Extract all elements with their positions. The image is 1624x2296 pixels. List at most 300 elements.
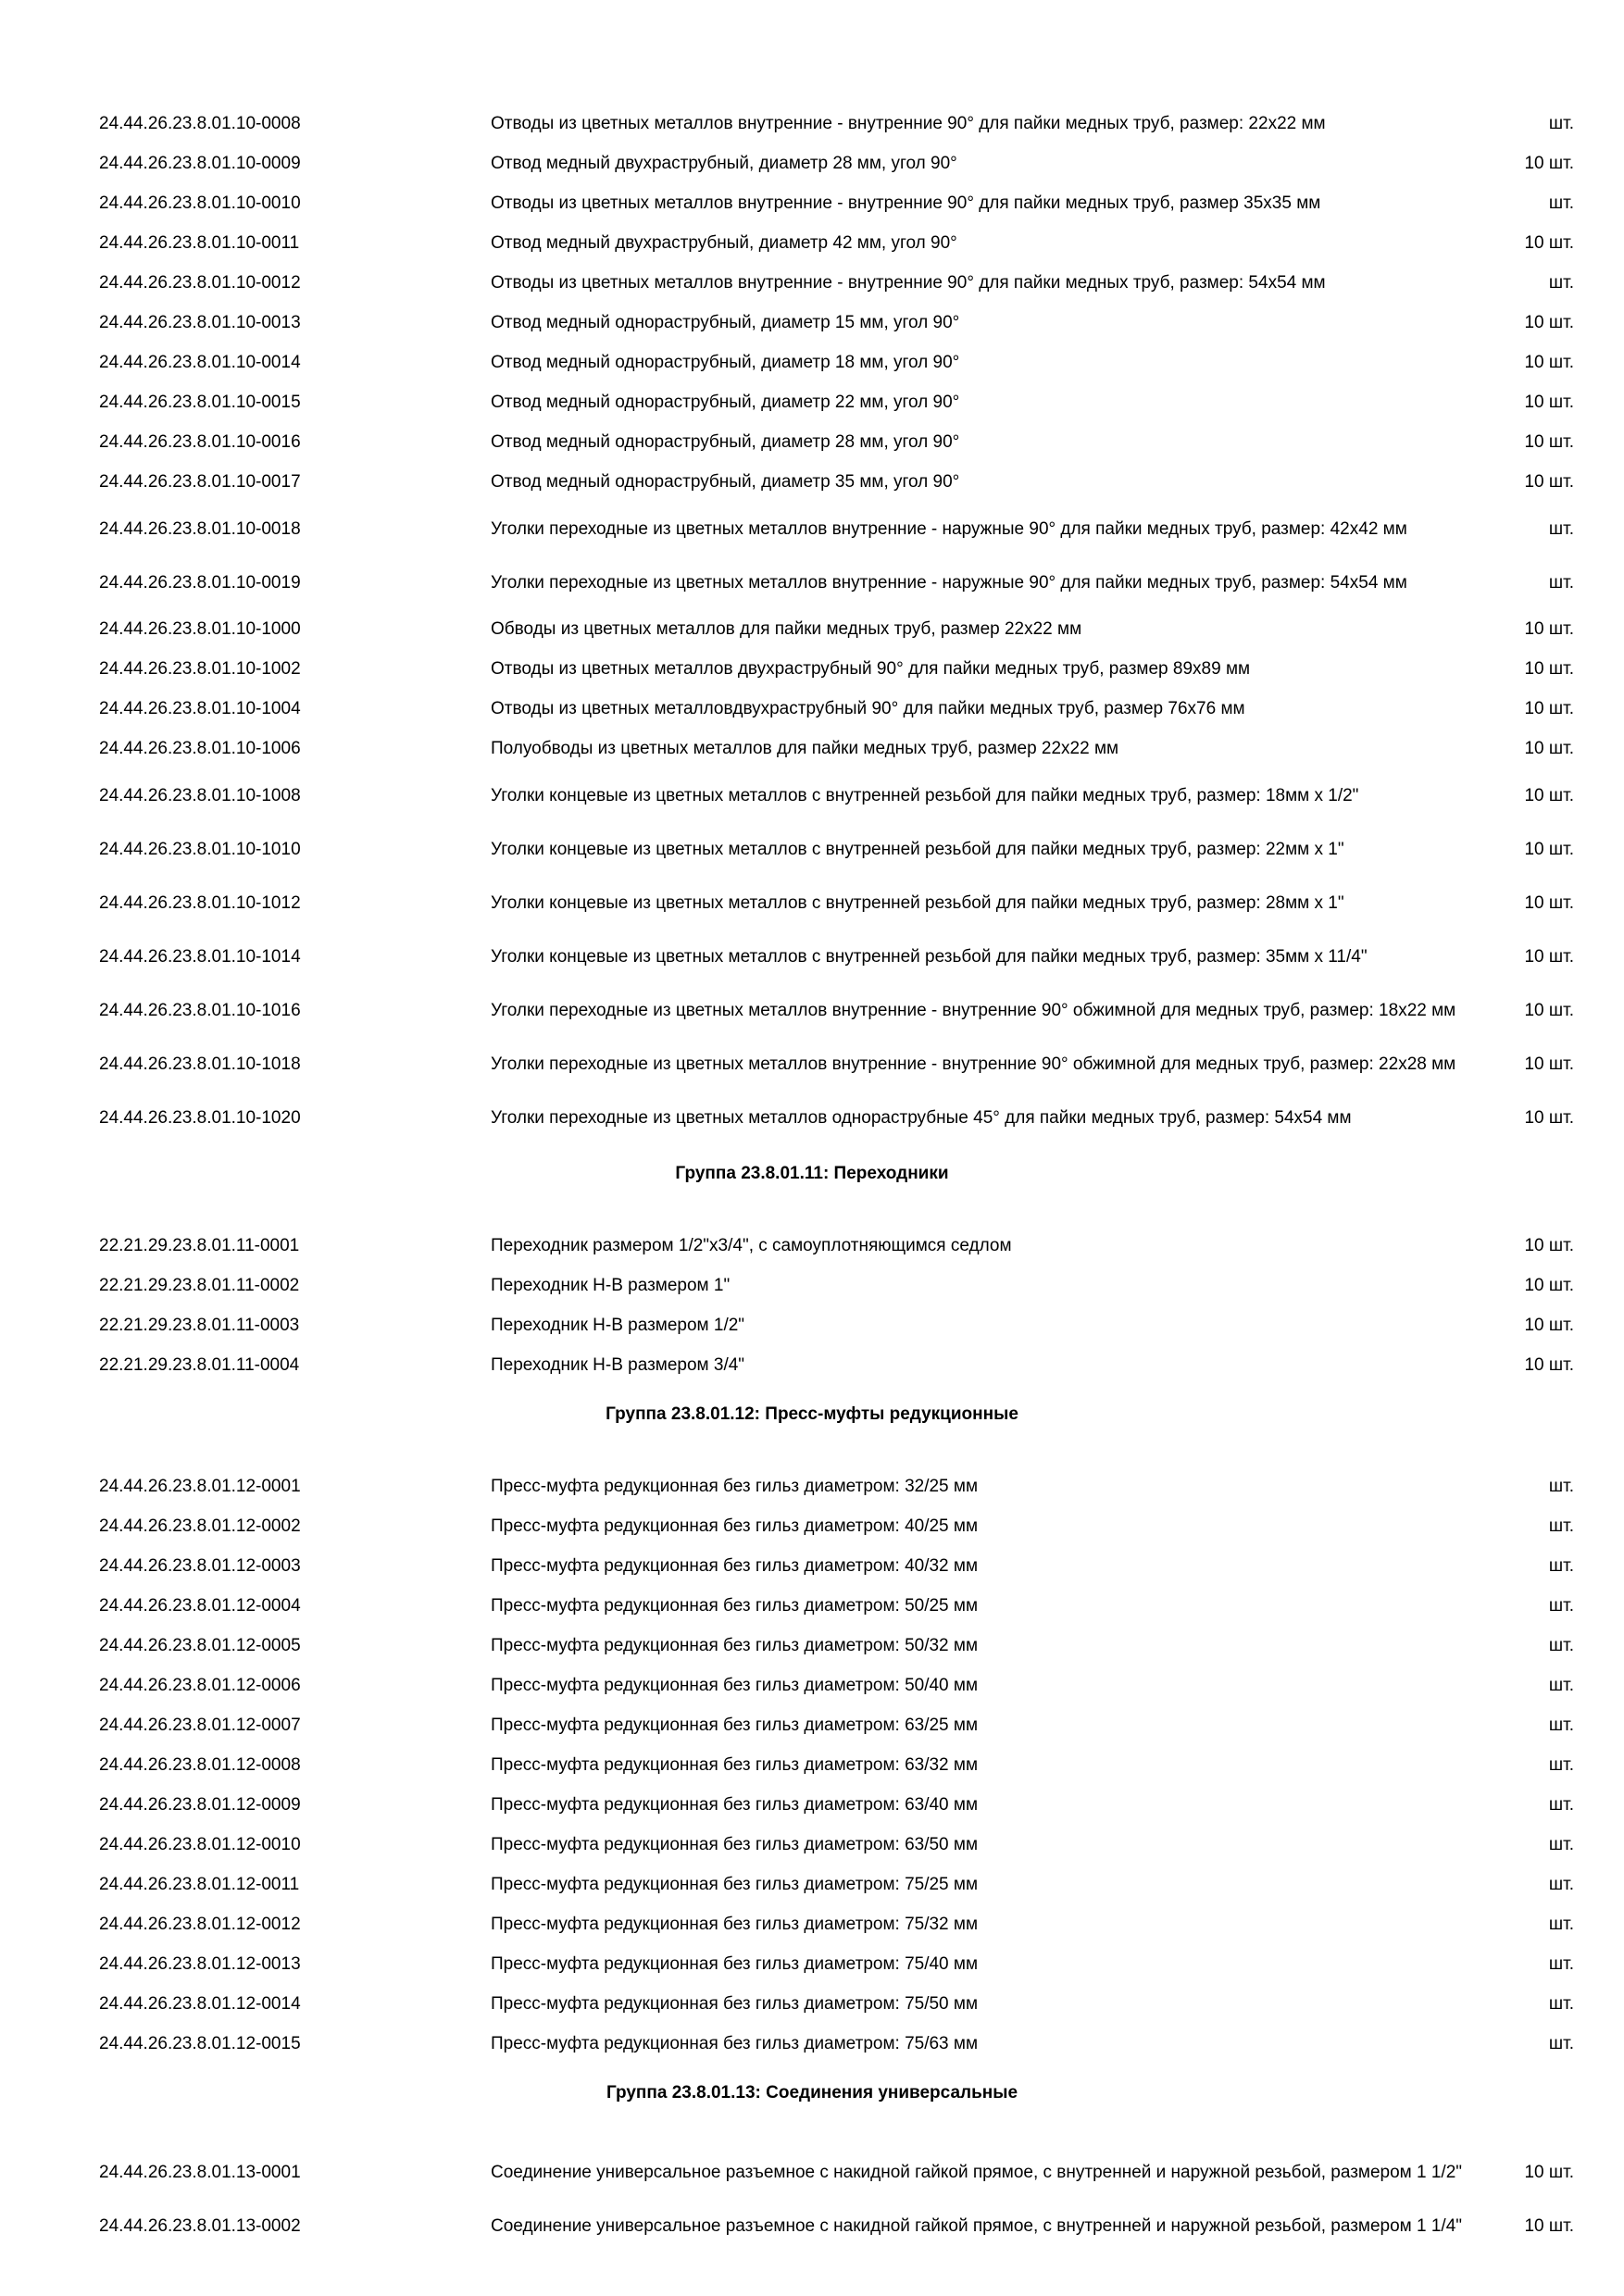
- price-list-document: [0, 104, 1624, 2252]
- item-unit: [1472, 2024, 1574, 2064]
- item-name: [491, 649, 1463, 689]
- table-row: [0, 983, 1624, 1037]
- item-name: [491, 1546, 1463, 1586]
- item-name-text: Отводы из цветных металлов внутренние - внутренние 90° для пайки медных труб, размер 35x35 мм: [491, 193, 1321, 213]
- item-unit: [1472, 462, 1574, 502]
- item-code-text: 22.21.29.23.8.01.11-0002: [99, 1276, 300, 1295]
- item-name: [491, 1865, 1463, 1904]
- item-unit: [1472, 1266, 1574, 1305]
- item-unit: [1472, 1037, 1574, 1091]
- item-name-text: Пресс-муфта редукционная без гильз диаметром: 75/25 мм: [491, 1875, 979, 1894]
- item-code: [99, 462, 469, 502]
- table-row: [0, 1745, 1624, 1785]
- item-unit-text: 10 шт.: [1524, 154, 1574, 173]
- item-code: [99, 1745, 469, 1785]
- item-name: [491, 2024, 1463, 2064]
- item-code: [99, 1984, 469, 2024]
- item-unit-text: шт.: [1548, 1636, 1574, 1655]
- item-name-text: Уголки концевые из цветных металлов с внутренней резьбой для пайки медных труб, размер: 35мм х 11/4": [491, 946, 1368, 967]
- item-code: [99, 303, 469, 343]
- item-unit-text: 10 шт.: [1524, 1276, 1574, 1295]
- item-code: [99, 502, 469, 555]
- item-code: [99, 1305, 469, 1345]
- item-code-text: 24.44.26.23.8.01.10-1016: [99, 1000, 301, 1020]
- item-code: [99, 609, 469, 649]
- item-unit-text: 10 шт.: [1524, 353, 1574, 372]
- item-unit-text: 10 шт.: [1524, 619, 1574, 639]
- item-name-text: Обводы из цветных металлов для пайки медных труб, размер 22x22 мм: [491, 619, 1082, 639]
- item-name-text: Отвод медный однораструбный, диаметр 35 мм, угол 90°: [491, 472, 960, 492]
- item-code-text: 24.44.26.23.8.01.10-0014: [99, 353, 301, 372]
- item-name: [491, 104, 1463, 144]
- item-name-text: Уголки переходные из цветных металлов внутренние - внутренние 90° обжимной для медных труб, размер: 18x22 мм: [491, 1000, 1456, 1020]
- item-code: [99, 1266, 469, 1305]
- item-name-text: Пресс-муфта редукционная без гильз диаметром: 50/25 мм: [491, 1596, 979, 1616]
- item-code: [99, 144, 469, 183]
- table-row: [0, 343, 1624, 382]
- table-row: [0, 502, 1624, 555]
- item-name: [491, 768, 1463, 822]
- item-unit-text: шт.: [1548, 2034, 1574, 2053]
- table-row: [0, 689, 1624, 729]
- item-code-text: 24.44.26.23.8.01.10-1018: [99, 1054, 301, 1074]
- item-unit-text: шт.: [1548, 193, 1574, 213]
- item-name: [491, 1904, 1463, 1944]
- item-code-text: 24.44.26.23.8.01.12-0003: [99, 1556, 301, 1576]
- item-name-text: Пресс-муфта редукционная без гильз диаметром: 40/32 мм: [491, 1556, 979, 1576]
- item-unit-text: 10 шт.: [1524, 946, 1574, 967]
- item-unit-text: 10 шт.: [1524, 1107, 1574, 1128]
- item-unit: [1472, 502, 1574, 555]
- table-row: [0, 930, 1624, 983]
- item-name: [491, 1226, 1463, 1266]
- item-unit-text: 10 шт.: [1524, 233, 1574, 253]
- item-code: [99, 1626, 469, 1666]
- item-name: [491, 422, 1463, 462]
- item-name: [491, 1266, 1463, 1305]
- item-code-text: 24.44.26.23.8.01.12-0012: [99, 1915, 301, 1934]
- item-name-text: Уголки концевые из цветных металлов с внутренней резьбой для пайки медных труб, размер: 22мм х 1": [491, 839, 1344, 859]
- item-unit: [1472, 382, 1574, 422]
- table-row: [0, 183, 1624, 223]
- item-unit: [1472, 1226, 1574, 1266]
- item-name: [491, 343, 1463, 382]
- item-unit-text: шт.: [1548, 273, 1574, 293]
- item-unit-text: 10 шт.: [1524, 1355, 1574, 1375]
- item-name-text: Пресс-муфта редукционная без гильз диаметром: 75/50 мм: [491, 1994, 979, 2014]
- item-unit-text: 10 шт.: [1524, 2215, 1574, 2236]
- table-row: [0, 1944, 1624, 1984]
- item-unit: [1472, 1506, 1574, 1546]
- item-code: [99, 983, 469, 1037]
- item-name-text: Пресс-муфта редукционная без гильз диаметром: 50/40 мм: [491, 1676, 979, 1695]
- item-code-text: 24.44.26.23.8.01.10-0017: [99, 472, 301, 492]
- item-name-text: Переходник Н-В размером 3/4": [491, 1355, 745, 1375]
- item-code-text: 24.44.26.23.8.01.12-0009: [99, 1795, 301, 1815]
- item-unit-text: шт.: [1548, 1516, 1574, 1536]
- item-name: [491, 1626, 1463, 1666]
- item-unit: [1472, 609, 1574, 649]
- item-name-text: Отвод медный однораструбный, диаметр 18 мм, угол 90°: [491, 353, 960, 372]
- item-name-text: Пресс-муфта редукционная без гильз диаметром: 63/32 мм: [491, 1755, 979, 1775]
- table-row: [0, 1666, 1624, 1705]
- item-code-text: 24.44.26.23.8.01.10-1012: [99, 892, 301, 913]
- table-row: [0, 1904, 1624, 1944]
- item-code: [99, 649, 469, 689]
- table-row: [0, 1825, 1624, 1865]
- item-name: [491, 462, 1463, 502]
- item-code-text: 24.44.26.23.8.01.10-1020: [99, 1107, 301, 1128]
- item-code: [99, 1345, 469, 1385]
- item-unit: [1472, 104, 1574, 144]
- item-unit-text: 10 шт.: [1524, 2162, 1574, 2182]
- item-unit-text: шт.: [1548, 114, 1574, 133]
- item-name: [491, 1825, 1463, 1865]
- item-name: [491, 1466, 1463, 1506]
- item-unit-text: шт.: [1548, 1755, 1574, 1775]
- table-row: [0, 462, 1624, 502]
- item-unit: [1472, 555, 1574, 609]
- item-code-text: 24.44.26.23.8.01.13-0002: [99, 2215, 301, 2236]
- table-row: [0, 1091, 1624, 1144]
- item-unit: [1472, 1305, 1574, 1345]
- item-name: [491, 2145, 1463, 2199]
- table-row: [0, 422, 1624, 462]
- item-unit-text: 10 шт.: [1524, 892, 1574, 913]
- item-unit-text: 10 шт.: [1524, 739, 1574, 758]
- item-unit-text: шт.: [1548, 1477, 1574, 1496]
- table-row: [0, 822, 1624, 876]
- item-name-text: Пресс-муфта редукционная без гильз диаметром: 32/25 мм: [491, 1477, 979, 1496]
- item-code-text: 24.44.26.23.8.01.12-0013: [99, 1954, 301, 1974]
- item-name: [491, 1944, 1463, 1984]
- group-heading-text: Группа 23.8.01.11: Переходники: [675, 1164, 949, 1183]
- item-name: [491, 263, 1463, 303]
- table-row: [0, 1626, 1624, 1666]
- table-row: [0, 876, 1624, 930]
- item-code: [99, 555, 469, 609]
- item-unit: [1472, 1785, 1574, 1825]
- table-row: [0, 1466, 1624, 1506]
- item-code: [99, 930, 469, 983]
- item-code: [99, 382, 469, 422]
- item-name-text: Пресс-муфта редукционная без гильз диаметром: 75/40 мм: [491, 1954, 979, 1974]
- item-code-text: 22.21.29.23.8.01.11-0001: [99, 1236, 300, 1255]
- item-name-text: Пресс-муфта редукционная без гильз диаметром: 50/32 мм: [491, 1636, 979, 1655]
- table-row: [0, 609, 1624, 649]
- table-row: [0, 1266, 1624, 1305]
- item-code: [99, 1944, 469, 1984]
- table-row: [0, 729, 1624, 768]
- item-code: [99, 729, 469, 768]
- item-unit-text: шт.: [1548, 1835, 1574, 1854]
- item-name-text: Пресс-муфта редукционная без гильз диаметром: 63/50 мм: [491, 1835, 979, 1854]
- item-unit: [1472, 689, 1574, 729]
- item-name-text: Пресс-муфта редукционная без гильз диаметром: 40/25 мм: [491, 1516, 979, 1536]
- item-code-text: 24.44.26.23.8.01.12-0015: [99, 2034, 301, 2053]
- item-code-text: 24.44.26.23.8.01.12-0007: [99, 1716, 301, 1735]
- item-code: [99, 1037, 469, 1091]
- item-code-text: 24.44.26.23.8.01.10-1008: [99, 785, 301, 805]
- item-unit: [1472, 1745, 1574, 1785]
- item-unit-text: шт.: [1548, 1676, 1574, 1695]
- item-unit-text: 10 шт.: [1524, 432, 1574, 452]
- item-unit: [1472, 1825, 1574, 1865]
- item-unit: [1472, 1865, 1574, 1904]
- item-unit: [1472, 768, 1574, 822]
- item-unit-text: шт.: [1548, 1994, 1574, 2014]
- table-row: [0, 2145, 1624, 2199]
- item-code-text: 22.21.29.23.8.01.11-0003: [99, 1316, 300, 1335]
- item-name-text: Отвод медный двухраструбный, диаметр 42 мм, угол 90°: [491, 233, 957, 253]
- item-unit-text: 10 шт.: [1524, 313, 1574, 332]
- item-code: [99, 822, 469, 876]
- item-name-text: Уголки переходные из цветных металлов однораструбные 45° для пайки медных труб, размер: 54x54 мм: [491, 1107, 1352, 1128]
- item-code-text: 24.44.26.23.8.01.13-0001: [99, 2162, 301, 2182]
- item-code-text: 24.44.26.23.8.01.10-1014: [99, 946, 301, 967]
- item-name-text: Уголки переходные из цветных металлов внутренние - наружные 90° для пайки медных труб, размер: 54x54 мм: [491, 572, 1407, 593]
- item-unit: [1472, 1944, 1574, 1984]
- item-name-text: Отвод медный двухраструбный, диаметр 28 мм, угол 90°: [491, 154, 957, 173]
- item-name: [491, 689, 1463, 729]
- item-code: [99, 1666, 469, 1705]
- table-row: [0, 1984, 1624, 2024]
- item-code: [99, 263, 469, 303]
- item-code: [99, 1865, 469, 1904]
- table-row: [0, 2024, 1624, 2064]
- table-row: [0, 1305, 1624, 1345]
- item-name: [491, 1745, 1463, 1785]
- item-name: [491, 1037, 1463, 1091]
- item-name-text: Пресс-муфта редукционная без гильз диаметром: 75/63 мм: [491, 2034, 979, 2053]
- item-unit: [1472, 144, 1574, 183]
- group-heading: [0, 1385, 1624, 1466]
- table-row: [0, 1546, 1624, 1586]
- item-code-text: 24.44.26.23.8.01.10-1000: [99, 619, 301, 639]
- item-name: [491, 1785, 1463, 1825]
- item-name-text: Отвод медный однораструбный, диаметр 15 мм, угол 90°: [491, 313, 960, 332]
- item-name: [491, 609, 1463, 649]
- item-name-text: Уголки переходные из цветных металлов внутренние - внутренние 90° обжимной для медных труб, размер: 22x28 мм: [491, 1054, 1456, 1074]
- item-code-text: 24.44.26.23.8.01.12-0006: [99, 1676, 301, 1695]
- item-unit: [1472, 1091, 1574, 1144]
- item-code: [99, 343, 469, 382]
- item-unit-text: шт.: [1548, 1795, 1574, 1815]
- item-code: [99, 1466, 469, 1506]
- item-unit-text: шт.: [1548, 1556, 1574, 1576]
- item-unit: [1472, 876, 1574, 930]
- item-code: [99, 2199, 469, 2252]
- item-unit-text: шт.: [1548, 1596, 1574, 1616]
- item-name-text: Отводы из цветных металлов внутренние - внутренние 90° для пайки медных труб, размер: 22x22 мм: [491, 114, 1326, 133]
- item-unit: [1472, 343, 1574, 382]
- item-unit: [1472, 223, 1574, 263]
- table-row: [0, 555, 1624, 609]
- item-code-text: 24.44.26.23.8.01.12-0011: [99, 1875, 300, 1894]
- item-name: [491, 1305, 1463, 1345]
- item-name: [491, 1091, 1463, 1144]
- item-code: [99, 1506, 469, 1546]
- item-name: [491, 930, 1463, 983]
- item-unit-text: шт.: [1548, 518, 1574, 539]
- item-code: [99, 1226, 469, 1266]
- item-code-text: 24.44.26.23.8.01.12-0001: [99, 1477, 301, 1496]
- item-name: [491, 303, 1463, 343]
- item-code-text: 24.44.26.23.8.01.10-1004: [99, 699, 301, 718]
- table-row: [0, 1586, 1624, 1626]
- table-row: [0, 768, 1624, 822]
- item-name: [491, 555, 1463, 609]
- table-row: [0, 303, 1624, 343]
- item-code-text: 24.44.26.23.8.01.10-0013: [99, 313, 301, 332]
- group-heading: [0, 1144, 1624, 1226]
- table-row: [0, 1865, 1624, 1904]
- table-row: [0, 382, 1624, 422]
- item-name: [491, 1345, 1463, 1385]
- item-unit: [1472, 729, 1574, 768]
- item-unit: [1472, 422, 1574, 462]
- item-name: [491, 183, 1463, 223]
- table-row: [0, 1506, 1624, 1546]
- item-unit: [1472, 649, 1574, 689]
- item-unit-text: 10 шт.: [1524, 1000, 1574, 1020]
- item-name-text: Соединение универсальное разъемное с накидной гайкой прямое, с внутренней и наружной резьбой, размером 1 1/2": [491, 2162, 1463, 2182]
- table-row: [0, 2199, 1624, 2252]
- item-code: [99, 104, 469, 144]
- item-code-text: 24.44.26.23.8.01.10-0019: [99, 572, 301, 593]
- item-code: [99, 1825, 469, 1865]
- item-unit: [1472, 930, 1574, 983]
- item-code-text: 24.44.26.23.8.01.10-0012: [99, 273, 301, 293]
- item-code-text: 24.44.26.23.8.01.12-0002: [99, 1516, 301, 1536]
- item-unit: [1472, 183, 1574, 223]
- item-code-text: 24.44.26.23.8.01.12-0004: [99, 1596, 301, 1616]
- item-name-text: Соединение универсальное разъемное с накидной гайкой прямое, с внутренней и наружной резьбой, размером 1 1/4": [491, 2215, 1463, 2236]
- item-code: [99, 1546, 469, 1586]
- item-code-text: 24.44.26.23.8.01.10-0010: [99, 193, 301, 213]
- item-code-text: 24.44.26.23.8.01.10-0009: [99, 154, 301, 173]
- item-unit-text: шт.: [1548, 572, 1574, 593]
- item-unit: [1472, 1705, 1574, 1745]
- item-name: [491, 822, 1463, 876]
- item-code-text: 22.21.29.23.8.01.11-0004: [99, 1355, 300, 1375]
- item-name-text: Пресс-муфта редукционная без гильз диаметром: 63/25 мм: [491, 1716, 979, 1735]
- item-code-text: 24.44.26.23.8.01.12-0008: [99, 1755, 301, 1775]
- item-name: [491, 876, 1463, 930]
- item-name-text: Отвод медный однораструбный, диаметр 28 мм, угол 90°: [491, 432, 960, 452]
- table-row: [0, 1226, 1624, 1266]
- item-unit-text: шт.: [1548, 1875, 1574, 1894]
- item-name-text: Уголки концевые из цветных металлов с внутренней резьбой для пайки медных труб, размер: 18мм х 1/2": [491, 785, 1359, 805]
- item-unit: [1472, 263, 1574, 303]
- table-row: [0, 104, 1624, 144]
- item-code-text: 24.44.26.23.8.01.10-0016: [99, 432, 301, 452]
- table-row: [0, 223, 1624, 263]
- table-row: [0, 144, 1624, 183]
- item-name-text: Отводы из цветных металлов двухраструбный 90° для пайки медных труб, размер 89x89 мм: [491, 659, 1251, 679]
- item-name-text: Пресс-муфта редукционная без гильз диаметром: 63/40 мм: [491, 1795, 979, 1815]
- item-code-text: 24.44.26.23.8.01.10-0008: [99, 114, 301, 133]
- item-unit-text: 10 шт.: [1524, 1316, 1574, 1335]
- table-row: [0, 263, 1624, 303]
- item-unit: [1472, 1984, 1574, 2024]
- item-code: [99, 1904, 469, 1944]
- item-name-text: Переходник размером 1/2"x3/4", с самоуплотняющимся седлом: [491, 1236, 1012, 1255]
- item-code-text: 24.44.26.23.8.01.12-0014: [99, 1994, 301, 2014]
- group-heading: [0, 2064, 1624, 2145]
- table-row: [0, 1345, 1624, 1385]
- item-unit-text: 10 шт.: [1524, 472, 1574, 492]
- item-name-text: Уголки переходные из цветных металлов внутренние - наружные 90° для пайки медных труб, размер: 42x42 мм: [491, 518, 1407, 539]
- item-unit-text: 10 шт.: [1524, 1054, 1574, 1074]
- item-code: [99, 876, 469, 930]
- item-unit: [1472, 983, 1574, 1037]
- item-unit: [1472, 2199, 1574, 2252]
- item-code-text: 24.44.26.23.8.01.10-0015: [99, 393, 301, 412]
- item-code: [99, 1785, 469, 1825]
- item-unit-text: шт.: [1548, 1716, 1574, 1735]
- item-code: [99, 1091, 469, 1144]
- item-name: [491, 502, 1463, 555]
- item-unit-text: шт.: [1548, 1915, 1574, 1934]
- item-unit: [1472, 303, 1574, 343]
- item-name-text: Уголки концевые из цветных металлов с внутренней резьбой для пайки медных труб, размер: 28мм х 1": [491, 892, 1344, 913]
- item-name: [491, 1506, 1463, 1546]
- item-name: [491, 1586, 1463, 1626]
- item-name: [491, 729, 1463, 768]
- item-name-text: Пресс-муфта редукционная без гильз диаметром: 75/32 мм: [491, 1915, 979, 1934]
- item-code-text: 24.44.26.23.8.01.10-1006: [99, 739, 301, 758]
- table-row: [0, 1037, 1624, 1091]
- item-unit: [1472, 2145, 1574, 2199]
- table-row: [0, 649, 1624, 689]
- item-code-text: 24.44.26.23.8.01.10-0018: [99, 518, 301, 539]
- item-name: [491, 983, 1463, 1037]
- table-row: [0, 1705, 1624, 1745]
- item-unit-text: 10 шт.: [1524, 699, 1574, 718]
- item-name: [491, 1984, 1463, 2024]
- item-unit: [1472, 1466, 1574, 1506]
- item-code-text: 24.44.26.23.8.01.10-1002: [99, 659, 301, 679]
- item-unit: [1472, 1904, 1574, 1944]
- item-unit: [1472, 1586, 1574, 1626]
- item-unit-text: шт.: [1548, 1954, 1574, 1974]
- item-unit-text: 10 шт.: [1524, 1236, 1574, 1255]
- item-name: [491, 223, 1463, 263]
- item-name-text: Переходник Н-В размером 1": [491, 1276, 731, 1295]
- item-name: [491, 2199, 1463, 2252]
- item-name-text: Переходник Н-В размером 1/2": [491, 1316, 745, 1335]
- item-code: [99, 223, 469, 263]
- item-code-text: 24.44.26.23.8.01.12-0010: [99, 1835, 301, 1854]
- item-name: [491, 382, 1463, 422]
- item-name: [491, 1705, 1463, 1745]
- item-unit: [1472, 1626, 1574, 1666]
- item-code: [99, 689, 469, 729]
- item-code: [99, 2024, 469, 2064]
- item-code: [99, 422, 469, 462]
- item-unit-text: 10 шт.: [1524, 785, 1574, 805]
- item-unit: [1472, 1345, 1574, 1385]
- item-unit-text: 10 шт.: [1524, 839, 1574, 859]
- item-name: [491, 144, 1463, 183]
- item-unit-text: 10 шт.: [1524, 393, 1574, 412]
- item-unit: [1472, 1546, 1574, 1586]
- item-unit: [1472, 1666, 1574, 1705]
- item-name: [491, 1666, 1463, 1705]
- item-code: [99, 2145, 469, 2199]
- item-name-text: Полуобводы из цветных металлов для пайки медных труб, размер 22x22 мм: [491, 739, 1119, 758]
